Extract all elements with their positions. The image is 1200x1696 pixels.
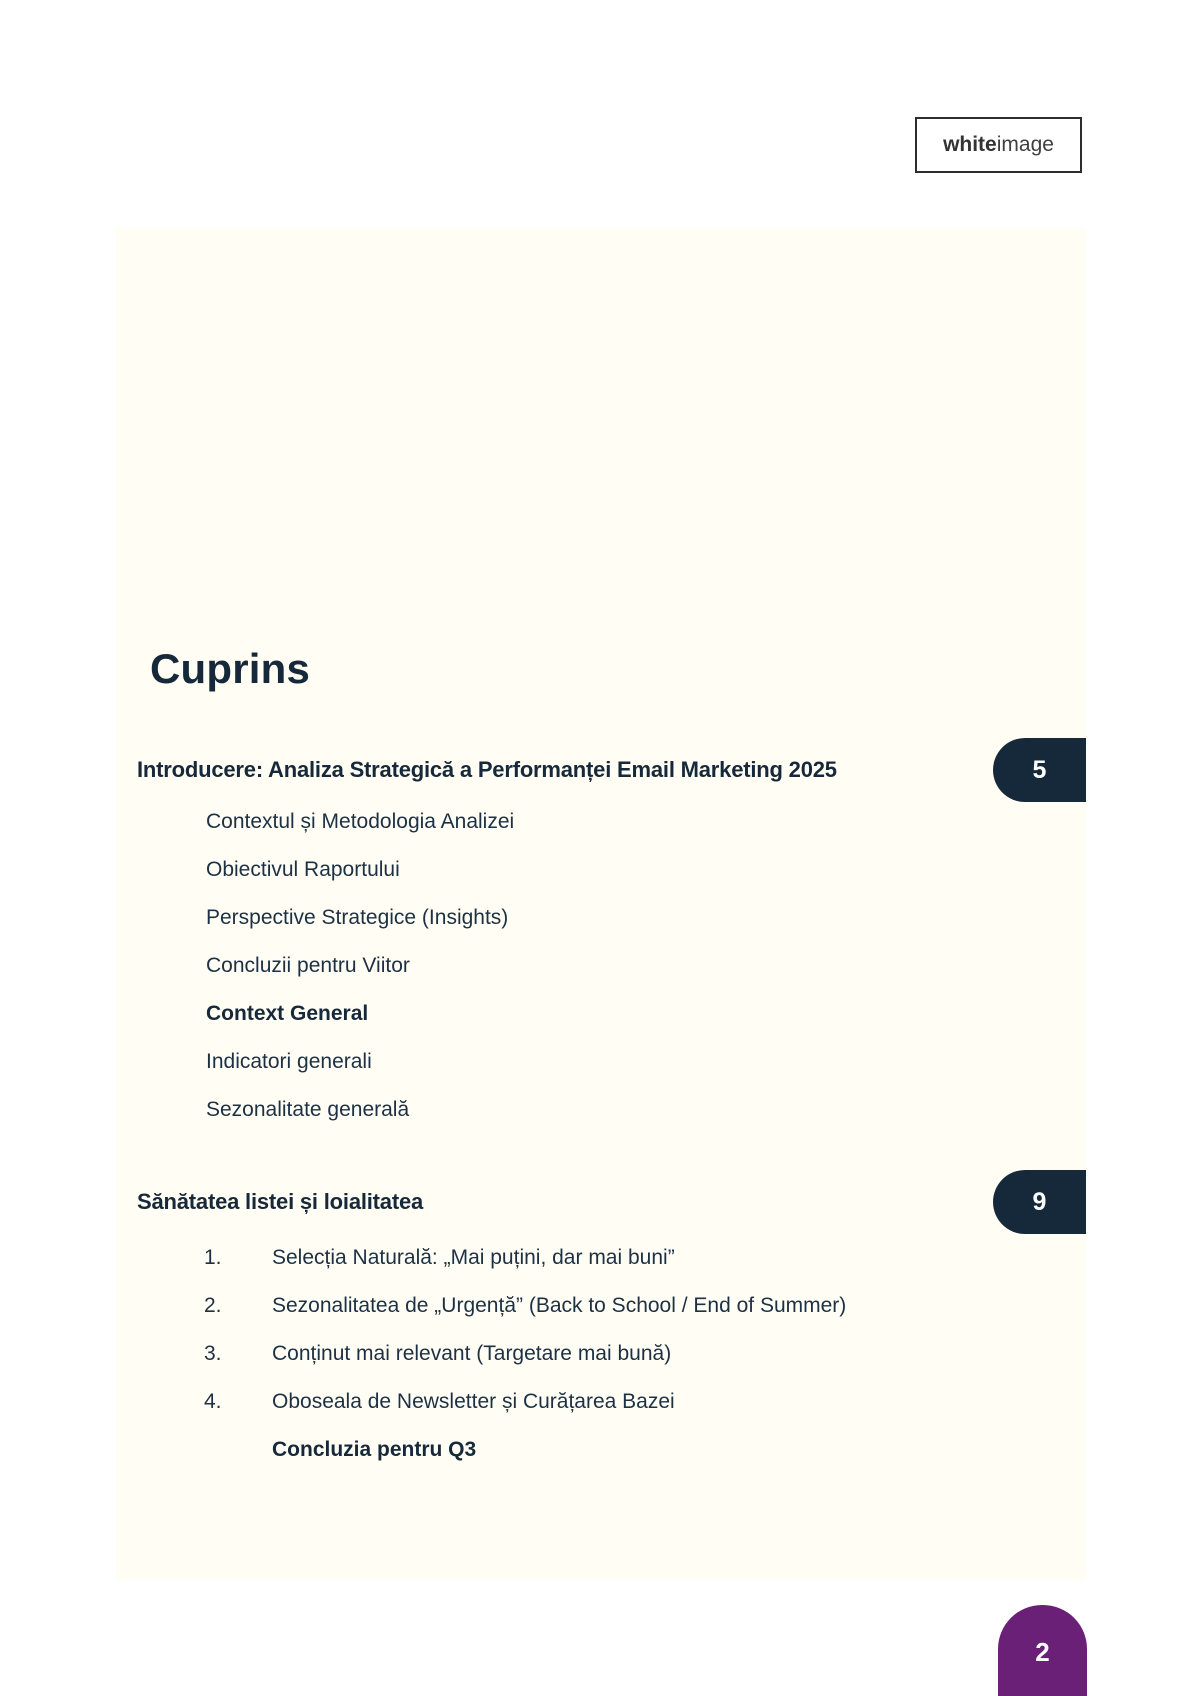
toc-panel xyxy=(116,228,1086,1580)
toc-entry xyxy=(204,1378,846,1426)
toc-entry xyxy=(204,1282,846,1330)
toc-entry: Obiectivul Raportului xyxy=(206,858,400,881)
toc-entry xyxy=(204,1330,846,1378)
toc-entry-label: Oboseala de Newsletter și Curățarea Bazei xyxy=(272,1390,675,1413)
toc-entry-number: 3. xyxy=(204,1342,222,1365)
brand-logo xyxy=(915,117,1082,173)
brand-logo-bold-text: white xyxy=(943,133,997,156)
section-heading: Introducere: Analiza Strategică a Performanței Email Marketing 2025 xyxy=(137,757,837,782)
footer-page-number-tab xyxy=(998,1605,1087,1696)
toc-entry xyxy=(204,1234,846,1282)
toc-entry-label: Sezonalitatea de „Urgență” (Back to School / End of Summer) xyxy=(272,1294,847,1317)
toc-entry: Context General xyxy=(206,1002,369,1025)
footer-page-number: 2 xyxy=(1035,1637,1050,1667)
toc-entry: Concluzii pentru Viitor xyxy=(206,954,410,977)
toc-entry-number: 1. xyxy=(204,1246,222,1269)
toc-entry: Perspective Strategice (Insights) xyxy=(206,906,509,929)
toc-title: Cuprins xyxy=(150,645,311,692)
brand-logo-light-text: image xyxy=(996,133,1054,156)
toc-entry-label: Selecția Naturală: „Mai puțini, dar mai buni” xyxy=(272,1246,675,1269)
toc-entry: Indicatori generali xyxy=(206,1050,372,1073)
toc-section-sanatatea-listei xyxy=(116,1170,1086,1234)
toc-sublist-introducere xyxy=(206,798,514,1134)
toc-entry-number: 4. xyxy=(204,1390,222,1413)
page-number-badge: 9 xyxy=(993,1170,1086,1234)
page-number-badge: 5 xyxy=(993,738,1086,802)
toc-entry xyxy=(204,1426,846,1474)
toc-entry: Contextul și Metodologia Analizei xyxy=(206,810,515,833)
toc-entry-number: 2. xyxy=(204,1294,222,1317)
toc-numbered-list xyxy=(204,1234,846,1474)
toc-entry-label: Concluzia pentru Q3 xyxy=(272,1438,477,1461)
section-heading: Sănătatea listei și loialitatea xyxy=(137,1189,424,1214)
toc-section-introducere xyxy=(116,738,1086,802)
toc-entry-label: Conținut mai relevant (Targetare mai bună) xyxy=(272,1342,672,1365)
toc-entry: Sezonalitate generală xyxy=(206,1098,410,1121)
